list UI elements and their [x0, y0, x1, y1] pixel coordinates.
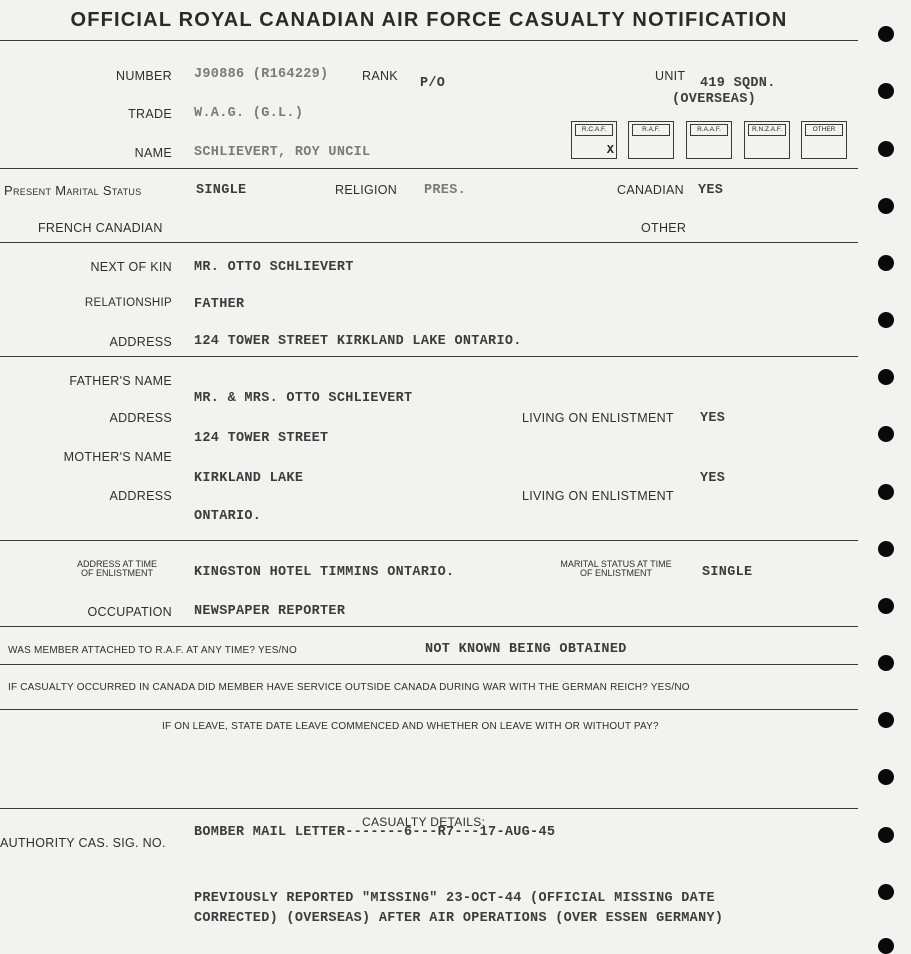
punch-hole: [878, 83, 894, 99]
canadian-label: CANADIAN: [617, 183, 684, 197]
occupation-label: OCCUPATION: [87, 605, 172, 619]
punch-hole: [878, 26, 894, 42]
next-of-kin-label: NEXT OF KIN: [90, 260, 172, 274]
rank-label: RANK: [362, 69, 398, 83]
trade-label: TRADE: [128, 107, 172, 121]
enlistment-address-value: KINGSTON HOTEL TIMMINS ONTARIO.: [194, 565, 455, 580]
force-box-label: R.A.A.F.: [690, 124, 728, 136]
force-box-rnzaf[interactable]: [744, 121, 790, 159]
religion-value: PRES.: [424, 183, 467, 198]
address-at-time-label: [62, 560, 172, 578]
marital-at-time-line1: MARITAL STATUS AT TIME: [560, 559, 672, 569]
force-box-raf[interactable]: [628, 121, 674, 159]
father-address-label: ADDRESS: [109, 411, 172, 425]
marital-at-time-label: [540, 560, 692, 578]
force-box-label: R.N.Z.A.F.: [748, 124, 786, 136]
form-title: OFFICIAL ROYAL CANADIAN AIR FORCE CASUALTY NOTIFICATION: [70, 9, 788, 31]
next-of-kin-value: MR. OTTO SCHLIEVERT: [194, 260, 354, 275]
punch-hole: [878, 426, 894, 442]
canadian-value: YES: [698, 183, 724, 198]
nok-address-label: ADDRESS: [109, 335, 172, 349]
force-box-label: R.A.F.: [632, 124, 670, 136]
punch-hole: [878, 541, 894, 557]
mother-living-value: YES: [700, 471, 726, 486]
punch-hole: [878, 312, 894, 328]
punch-hole: [878, 198, 894, 214]
raf-attached-label: WAS MEMBER ATTACHED TO R.A.F. AT ANY TIME? YES/NO: [8, 645, 297, 656]
fathers-name-label: FATHER'S NAME: [69, 374, 172, 388]
divider: [0, 40, 858, 41]
details-line2: CORRECTED) (OVERSEAS) AFTER AIR OPERATIONS (OVER ESSEN GERMANY): [194, 911, 724, 926]
parents-address-line2: KIRKLAND LAKE: [194, 471, 304, 486]
unit-label: UNIT: [655, 69, 686, 83]
authority-value: BOMBER MAIL LETTER-------6---R7---17-AUG-45: [194, 825, 556, 840]
relationship-value: FATHER: [194, 297, 245, 312]
punch-hole: [878, 598, 894, 614]
details-line1: PREVIOUSLY REPORTED "MISSING" 23-OCT-44 (OFFICIAL MISSING DATE: [194, 891, 715, 906]
occupation-value: NEWSPAPER REPORTER: [194, 604, 346, 619]
divider: [0, 356, 858, 357]
force-box-label: R.C.A.F.: [575, 124, 613, 136]
punch-hole: [878, 255, 894, 271]
unit-value-line1: 419 SQDN.: [700, 76, 776, 91]
force-box-other[interactable]: [801, 121, 847, 159]
punch-hole: [878, 484, 894, 500]
force-box-label: OTHER: [805, 124, 843, 136]
punch-hole: [878, 827, 894, 843]
name-label: NAME: [134, 146, 172, 160]
unit-value-line2: (OVERSEAS): [672, 92, 757, 107]
punch-hole: [878, 712, 894, 728]
father-living-value: YES: [700, 411, 726, 426]
address-at-time-line2: OF ENLISTMENT: [80, 568, 153, 578]
punch-hole: [878, 655, 894, 671]
marital-at-time-line2: OF ENLISTMENT: [579, 568, 652, 578]
punch-hole: [878, 938, 894, 954]
parents-name-value: MR. & MRS. OTTO SCHLIEVERT: [194, 391, 413, 406]
father-living-label: LIVING ON ENLISTMENT: [522, 411, 674, 425]
other-label: OTHER: [641, 221, 687, 235]
number-value: J90886 (R164229): [194, 67, 329, 82]
punch-hole: [878, 884, 894, 900]
marital-status-value: SINGLE: [196, 183, 247, 198]
punch-hole: [878, 369, 894, 385]
relationship-label: RELATIONSHIP: [84, 297, 172, 309]
number-label: NUMBER: [116, 69, 172, 83]
divider: [0, 709, 858, 710]
punch-hole: [878, 141, 894, 157]
trade-value: W.A.G. (G.L.): [194, 106, 304, 121]
nok-address-value: 124 TOWER STREET KIRKLAND LAKE ONTARIO.: [194, 334, 522, 349]
mothers-name-label: MOTHER'S NAME: [63, 450, 172, 464]
force-box-mark: X: [606, 143, 614, 157]
parents-address-line3: ONTARIO.: [194, 509, 262, 524]
casualty-details-label: CASUALTY DETAILS:: [362, 815, 486, 829]
name-value: SCHLIEVERT, ROY UNCIL: [194, 145, 371, 160]
marital-status-label: Present Marital Status: [4, 183, 142, 198]
on-leave-label: IF ON LEAVE, STATE DATE LEAVE COMMENCED AND WHETHER ON LEAVE WITH OR WITHOUT PAY?: [162, 721, 659, 732]
divider: [0, 242, 858, 243]
force-box-raaf[interactable]: [686, 121, 732, 159]
raf-attached-value: NOT KNOWN BEING OBTAINED: [425, 642, 627, 657]
force-box-rcaf[interactable]: [571, 121, 617, 159]
mother-living-label: LIVING ON ENLISTMENT: [522, 489, 674, 503]
mother-address-label: ADDRESS: [109, 489, 172, 503]
divider: [0, 168, 858, 169]
address-at-time-line1: ADDRESS AT TIME: [76, 559, 158, 569]
divider: [0, 540, 858, 541]
religion-label: RELIGION: [335, 183, 398, 197]
enlistment-marital-value: SINGLE: [702, 565, 753, 580]
divider: [0, 626, 858, 627]
service-outside-label: IF CASUALTY OCCURRED IN CANADA DID MEMBER HAVE SERVICE OUTSIDE CANADA DURING WAR WITH THE GERMAN REICH? YES/NO: [8, 682, 690, 693]
punch-hole: [878, 769, 894, 785]
divider: [0, 808, 858, 809]
parents-address-line1: 124 TOWER STREET: [194, 431, 329, 446]
rank-value: P/O: [420, 76, 446, 91]
authority-label: AUTHORITY CAS. SIG. NO.: [0, 836, 166, 850]
divider: [0, 664, 858, 665]
french-canadian-label: FRENCH CANADIAN: [38, 221, 163, 235]
